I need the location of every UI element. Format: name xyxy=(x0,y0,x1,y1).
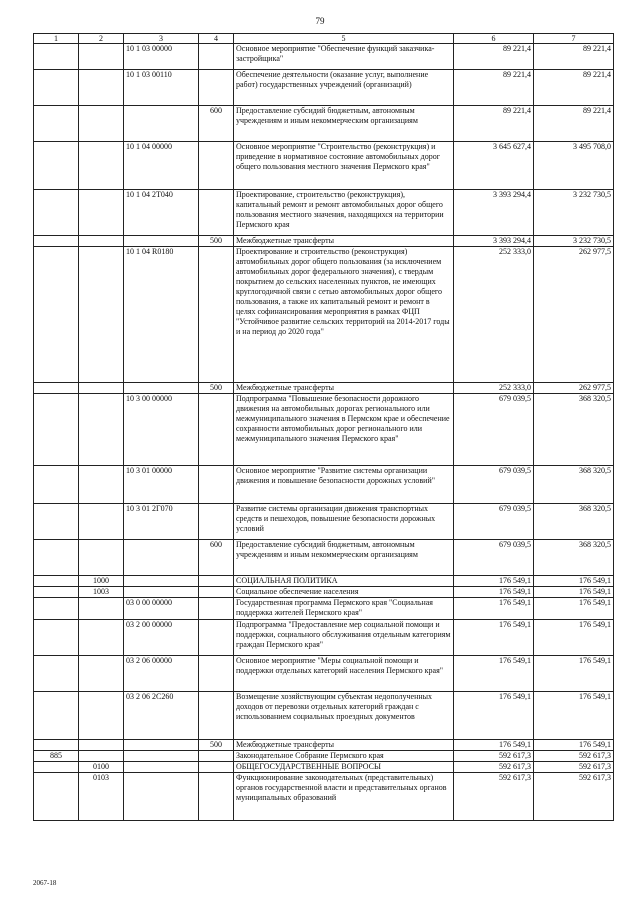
target-article-cell: 03 2 06 00000 xyxy=(124,656,199,692)
section-code-cell xyxy=(79,106,124,142)
table-row xyxy=(34,656,614,692)
target-article-cell xyxy=(124,751,199,762)
target-article-cell xyxy=(124,236,199,247)
section-code-cell xyxy=(79,70,124,106)
ministry-code-cell xyxy=(34,762,79,773)
table-row xyxy=(34,236,614,247)
column-header: 6 xyxy=(454,34,534,44)
amount-2018-cell: 679 039,5 xyxy=(454,466,534,504)
ministry-code-cell xyxy=(34,383,79,394)
amount-2019-cell: 89 221,4 xyxy=(534,106,614,142)
column-header: 2 xyxy=(79,34,124,44)
section-code-cell xyxy=(79,466,124,504)
table-row xyxy=(34,598,614,620)
target-article-cell xyxy=(124,762,199,773)
amount-2018-cell: 176 549,1 xyxy=(454,620,534,656)
table-row xyxy=(34,466,614,504)
item-name-cell: Межбюджетные трансферты xyxy=(234,383,454,394)
target-article-cell: 10 1 04 R0180 xyxy=(124,247,199,383)
ministry-code-cell xyxy=(34,394,79,466)
amount-2018-cell: 252 333,0 xyxy=(454,247,534,383)
amount-2019-cell: 368 320,5 xyxy=(534,540,614,576)
table-row xyxy=(34,504,614,540)
expense-type-cell xyxy=(199,247,234,383)
ministry-code-cell xyxy=(34,142,79,190)
ministry-code-cell xyxy=(34,540,79,576)
expense-type-cell xyxy=(199,504,234,540)
target-article-cell xyxy=(124,540,199,576)
ministry-code-cell xyxy=(34,44,79,70)
table-row xyxy=(34,540,614,576)
amount-2019-cell: 368 320,5 xyxy=(534,394,614,466)
ministry-code-cell xyxy=(34,740,79,751)
expense-type-cell xyxy=(199,773,234,821)
expense-type-cell: 600 xyxy=(199,540,234,576)
amount-2019-cell: 89 221,4 xyxy=(534,70,614,106)
ministry-code-cell xyxy=(34,247,79,383)
amount-2019-cell: 176 549,1 xyxy=(534,620,614,656)
section-code-cell xyxy=(79,598,124,620)
amount-2019-cell: 176 549,1 xyxy=(534,692,614,740)
target-article-cell: 10 1 03 00110 xyxy=(124,70,199,106)
ministry-code-cell xyxy=(34,504,79,540)
expense-type-cell xyxy=(199,190,234,236)
section-code-cell xyxy=(79,540,124,576)
amount-2019-cell: 262 977,5 xyxy=(534,247,614,383)
target-article-cell: 10 1 03 00000 xyxy=(124,44,199,70)
amount-2018-cell: 3 393 294,4 xyxy=(454,190,534,236)
amount-2018-cell: 176 549,1 xyxy=(454,576,534,587)
ministry-code-cell xyxy=(34,620,79,656)
table-row xyxy=(34,773,614,821)
item-name-cell: Подпрограмма "Предоставление мер социальной помощи и поддержки, социального обслуживания отдельным категориям граждан Пермского края" xyxy=(234,620,454,656)
section-code-cell xyxy=(79,247,124,383)
table-row xyxy=(34,247,614,383)
section-code-cell xyxy=(79,142,124,190)
table-row xyxy=(34,692,614,740)
amount-2018-cell: 592 617,3 xyxy=(454,762,534,773)
expense-type-cell: 500 xyxy=(199,236,234,247)
item-name-cell: ОБЩЕГОСУДАРСТВЕННЫЕ ВОПРОСЫ xyxy=(234,762,454,773)
ministry-code-cell xyxy=(34,773,79,821)
table-row xyxy=(34,70,614,106)
target-article-cell xyxy=(124,587,199,598)
column-header: 5 xyxy=(234,34,454,44)
section-code-cell xyxy=(79,656,124,692)
table-row xyxy=(34,383,614,394)
ministry-code-cell xyxy=(34,576,79,587)
table-row xyxy=(34,106,614,142)
item-name-cell: Возмещение хозяйствующим субъектам недополученных доходов от перевозки отдельных категорий граждан с использованием социальных проездных документов xyxy=(234,692,454,740)
table-row xyxy=(34,751,614,762)
item-name-cell: Межбюджетные трансферты xyxy=(234,236,454,247)
amount-2018-cell: 89 221,4 xyxy=(454,70,534,106)
page-number: 79 xyxy=(315,16,325,26)
amount-2018-cell: 89 221,4 xyxy=(454,44,534,70)
item-name-cell: Обеспечение деятельности (оказание услуг, выполнение работ) государственных учреждений (организаций) xyxy=(234,70,454,106)
amount-2019-cell: 3 232 730,5 xyxy=(534,236,614,247)
item-name-cell: Развитие системы организации движения транспортных средств и пешеходов, повышение безопасности дорожных условий xyxy=(234,504,454,540)
item-name-cell: Проектирование, строительство (реконструкция), капитальный ремонт и ремонт автомобильных дорог общего пользования местного значения, находящихся на территории Пермского края xyxy=(234,190,454,236)
section-code-cell xyxy=(79,383,124,394)
amount-2018-cell: 176 549,1 xyxy=(454,587,534,598)
target-article-cell: 10 1 04 2Т040 xyxy=(124,190,199,236)
expense-type-cell xyxy=(199,70,234,106)
amount-2019-cell: 176 549,1 xyxy=(534,587,614,598)
section-code-cell xyxy=(79,236,124,247)
item-name-cell: Межбюджетные трансферты xyxy=(234,740,454,751)
target-article-cell: 03 2 06 2С260 xyxy=(124,692,199,740)
target-article-cell xyxy=(124,576,199,587)
ministry-code-cell xyxy=(34,656,79,692)
section-code-cell xyxy=(79,394,124,466)
section-code-cell xyxy=(79,620,124,656)
target-article-cell xyxy=(124,106,199,142)
item-name-cell: Подпрограмма "Повышение безопасности дорожного движения на автомобильных дорогах регионального или межмуниципального значения в Пермском крае и обеспечение сохранности автомобильных дорог регионального или межмуниципального значения Пермского края" xyxy=(234,394,454,466)
target-article-cell xyxy=(124,773,199,821)
expense-type-cell: 600 xyxy=(199,106,234,142)
section-code-cell: 0100 xyxy=(79,762,124,773)
amount-2018-cell: 592 617,3 xyxy=(454,773,534,821)
item-name-cell: СОЦИАЛЬНАЯ ПОЛИТИКА xyxy=(234,576,454,587)
ministry-code-cell xyxy=(34,598,79,620)
section-code-cell: 0103 xyxy=(79,773,124,821)
section-code-cell xyxy=(79,751,124,762)
column-header: 7 xyxy=(534,34,614,44)
expense-type-cell xyxy=(199,587,234,598)
item-name-cell: Законодательное Собрание Пермского края xyxy=(234,751,454,762)
amount-2019-cell: 3 232 730,5 xyxy=(534,190,614,236)
amount-2019-cell: 262 977,5 xyxy=(534,383,614,394)
section-code-cell xyxy=(79,504,124,540)
ministry-code-cell xyxy=(34,236,79,247)
target-article-cell: 10 1 04 00000 xyxy=(124,142,199,190)
amount-2018-cell: 679 039,5 xyxy=(454,394,534,466)
expense-type-cell xyxy=(199,692,234,740)
expense-type-cell xyxy=(199,576,234,587)
item-name-cell: Основное мероприятие "Развитие системы организации движения и повышение безопасности дорожных условий" xyxy=(234,466,454,504)
item-name-cell: Государственная программа Пермского края "Социальная поддержка жителей Пермского края" xyxy=(234,598,454,620)
column-header: 3 xyxy=(124,34,199,44)
amount-2018-cell: 3 393 294,4 xyxy=(454,236,534,247)
target-article-cell: 10 3 01 00000 xyxy=(124,466,199,504)
table-row xyxy=(34,587,614,598)
ministry-code-cell xyxy=(34,106,79,142)
expense-type-cell: 500 xyxy=(199,383,234,394)
target-article-cell: 10 3 01 2Г070 xyxy=(124,504,199,540)
amount-2019-cell: 176 549,1 xyxy=(534,740,614,751)
section-code-cell xyxy=(79,740,124,751)
expense-type-cell xyxy=(199,44,234,70)
ministry-code-cell xyxy=(34,190,79,236)
amount-2019-cell: 592 617,3 xyxy=(534,762,614,773)
section-code-cell: 1000 xyxy=(79,576,124,587)
target-article-cell: 03 2 00 00000 xyxy=(124,620,199,656)
amount-2018-cell: 679 039,5 xyxy=(454,504,534,540)
table-row xyxy=(34,190,614,236)
ministry-code-cell: 885 xyxy=(34,751,79,762)
amount-2019-cell: 176 549,1 xyxy=(534,598,614,620)
target-article-cell: 03 0 00 00000 xyxy=(124,598,199,620)
expense-type-cell: 500 xyxy=(199,740,234,751)
section-code-cell xyxy=(79,692,124,740)
amount-2019-cell: 176 549,1 xyxy=(534,576,614,587)
table-body xyxy=(34,44,614,821)
expense-type-cell xyxy=(199,620,234,656)
amount-2018-cell: 252 333,0 xyxy=(454,383,534,394)
item-name-cell: Социальное обеспечение населения xyxy=(234,587,454,598)
amount-2018-cell: 176 549,1 xyxy=(454,692,534,740)
budget-table xyxy=(33,33,614,821)
column-header: 1 xyxy=(34,34,79,44)
amount-2018-cell: 176 549,1 xyxy=(454,598,534,620)
amount-2019-cell: 89 221,4 xyxy=(534,44,614,70)
table-row xyxy=(34,620,614,656)
expense-type-cell xyxy=(199,656,234,692)
amount-2019-cell: 592 617,3 xyxy=(534,773,614,821)
table-row xyxy=(34,142,614,190)
item-name-cell: Основное мероприятие "Обеспечение функций заказчика-застройщика" xyxy=(234,44,454,70)
column-header: 4 xyxy=(199,34,234,44)
table-row xyxy=(34,762,614,773)
item-name-cell: Проектирование и строительство (реконструкция) автомобильных дорог общего пользования (за исключением автомобильных дорог федерального значения), с твердым покрытием до сельских населенных пунктов, не имеющих круглогодичной связи с сетью автомобильных дорог общего пользования, а также их капитальный ремонт и ремонт в целях софинансирования мероприятия в рамках ФЦП "Устойчивое развитие сельских территорий на 2014-2017 годы и на период до 2020 года" xyxy=(234,247,454,383)
table-row xyxy=(34,740,614,751)
item-name-cell: Основное мероприятие "Меры социальной помощи и поддержки отдельных категорий населения Пермского края" xyxy=(234,656,454,692)
expense-type-cell xyxy=(199,466,234,504)
section-code-cell xyxy=(79,190,124,236)
target-article-cell: 10 3 00 00000 xyxy=(124,394,199,466)
ministry-code-cell xyxy=(34,70,79,106)
amount-2019-cell: 592 617,3 xyxy=(534,751,614,762)
expense-type-cell xyxy=(199,751,234,762)
expense-type-cell xyxy=(199,598,234,620)
expense-type-cell xyxy=(199,394,234,466)
amount-2018-cell: 592 617,3 xyxy=(454,751,534,762)
table-row xyxy=(34,44,614,70)
item-name-cell: Предоставление субсидий бюджетным, автономным учреждениям и иным некоммерческим организациям xyxy=(234,106,454,142)
amount-2019-cell: 176 549,1 xyxy=(534,656,614,692)
item-name-cell: Основное мероприятие "Строительство (реконструкция) и приведение в нормативное состояние автомобильных дорог общего пользования местного значения Пермского края" xyxy=(234,142,454,190)
target-article-cell xyxy=(124,740,199,751)
ministry-code-cell xyxy=(34,466,79,504)
ministry-code-cell xyxy=(34,587,79,598)
ministry-code-cell xyxy=(34,692,79,740)
footer-document-code: 2067-18 xyxy=(33,879,57,887)
table-row xyxy=(34,394,614,466)
target-article-cell xyxy=(124,383,199,394)
expense-type-cell xyxy=(199,762,234,773)
table-row xyxy=(34,576,614,587)
amount-2019-cell: 368 320,5 xyxy=(534,466,614,504)
amount-2018-cell: 3 645 627,4 xyxy=(454,142,534,190)
amount-2019-cell: 368 320,5 xyxy=(534,504,614,540)
section-code-cell xyxy=(79,44,124,70)
item-name-cell: Функционирование законодательных (представительных) органов государственной власти и представительных органов муниципальных образований xyxy=(234,773,454,821)
amount-2018-cell: 176 549,1 xyxy=(454,740,534,751)
amount-2018-cell: 679 039,5 xyxy=(454,540,534,576)
amount-2018-cell: 89 221,4 xyxy=(454,106,534,142)
section-code-cell: 1003 xyxy=(79,587,124,598)
amount-2019-cell: 3 495 708,0 xyxy=(534,142,614,190)
table-header-row xyxy=(34,34,614,44)
amount-2018-cell: 176 549,1 xyxy=(454,656,534,692)
expense-type-cell xyxy=(199,142,234,190)
item-name-cell: Предоставление субсидий бюджетным, автономным учреждениям и иным некоммерческим организациям xyxy=(234,540,454,576)
